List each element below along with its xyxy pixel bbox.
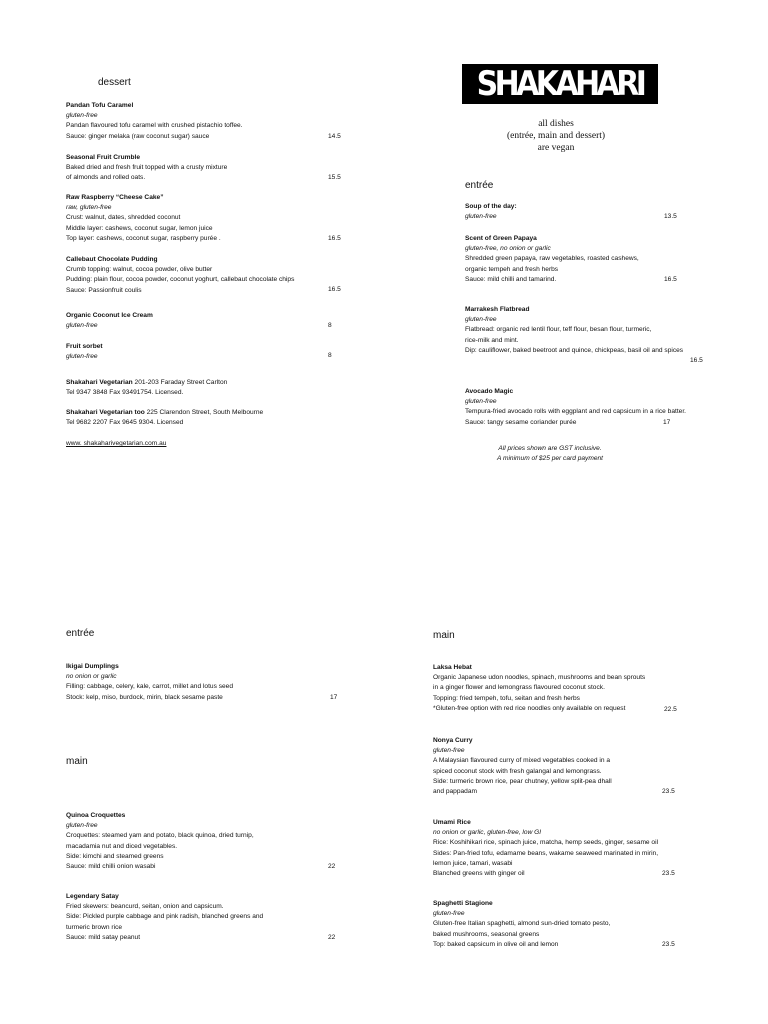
dish-line: Pandan flavoured tofu caramel with crushed pistachio toffee. xyxy=(66,122,243,130)
dish-tag: no onion or garlic xyxy=(66,673,117,681)
dish-price: 16.5 xyxy=(664,276,677,283)
dish-price: 8 xyxy=(328,352,332,359)
dessert-item xyxy=(66,342,103,362)
main-item xyxy=(66,892,263,943)
dish-tag: gluten-free xyxy=(465,398,497,406)
main-heading-right: main xyxy=(433,630,455,641)
dish-tag: no onion or garlic, gluten-free, low GI xyxy=(433,829,542,837)
dish-name: Ikigai Dumplings xyxy=(66,663,119,670)
dish-line: Side: kimchi and steamed greens xyxy=(66,852,164,860)
dish-name: Pandan Tofu Caramel xyxy=(66,102,134,109)
dish-line: Stock: kelp, miso, burdock, mirin, black sesame paste xyxy=(66,693,223,701)
dish-name: Organic Coconut Ice Cream xyxy=(66,312,153,319)
dish-line: Blanched greens with ginger oil xyxy=(433,870,525,878)
dish-price: 22 xyxy=(328,934,336,941)
dish-name: Legendary Satay xyxy=(66,893,119,900)
dish-line: Fried skewers: beancurd, seitan, onion and capsicum. xyxy=(66,903,224,911)
dish-line: Dip: cauliflower, baked beetroot and quince, chickpeas, basil oil and spices xyxy=(465,346,684,354)
logo-text: SHAKAHARI xyxy=(476,64,644,104)
gst-note: All prices shown are GST inclusive. xyxy=(498,445,602,452)
dish-line: Sauce: tangy sesame coriander purée xyxy=(465,418,577,426)
dish-name: Marrakesh Flatbread xyxy=(465,306,530,313)
vegan-tagline xyxy=(470,118,642,154)
dish-line: in a ginger flower and lemongrass flavoured coconut stock. xyxy=(433,684,605,692)
dish-tag: gluten-free xyxy=(66,822,98,830)
dessert-item xyxy=(66,153,227,184)
dish-price: 23.5 xyxy=(662,788,675,795)
dish-price: 8 xyxy=(328,322,332,329)
dish-price: 16.5 xyxy=(690,357,703,364)
dish-tag: gluten-free xyxy=(465,316,497,324)
dessert-item xyxy=(66,193,221,244)
dessert-heading: dessert xyxy=(98,77,131,88)
dish-line: Sauce: Passionfruit coulis xyxy=(66,286,142,294)
dish-price: 14.5 xyxy=(328,133,341,140)
dish-name: Spaghetti Stagione xyxy=(433,900,493,907)
dish-line: spiced coconut stock with fresh galangal and lemongrass. xyxy=(433,767,602,775)
entree-item xyxy=(66,662,233,703)
dish-tag: gluten-free xyxy=(433,910,465,918)
dish-price: 23.5 xyxy=(662,870,675,877)
tagline-line: all dishes xyxy=(538,119,574,129)
entree-item xyxy=(465,305,683,356)
tagline-line: (entrée, main and dessert) xyxy=(506,131,606,141)
dish-name: Seasonal Fruit Crumble xyxy=(66,154,141,161)
dish-price: 17 xyxy=(663,419,671,426)
dish-line: Sauce: ginger melaka (raw coconut sugar) sauce xyxy=(66,132,210,140)
dish-name: Callebaut Chocolate Pudding xyxy=(66,256,158,263)
dish-line: Side: Pickled purple cabbage and pink radish, blanched greens and xyxy=(66,913,264,921)
contact-south-melbourne xyxy=(66,408,263,428)
dish-price: 16.5 xyxy=(328,286,341,293)
dish-line: Side: turmeric brown rice, pear chutney, yellow split-pea dhall xyxy=(433,777,612,785)
dish-line: Middle layer: cashews, coconut sugar, lemon juice xyxy=(66,224,213,232)
contact-carlton xyxy=(66,378,227,398)
dish-line: Gluten-free Italian spaghetti, almond sun-dried tomato pesto, xyxy=(433,920,611,928)
dish-line: Crumb topping: walnut, cocoa powder, olive butter xyxy=(66,266,213,274)
main-item xyxy=(433,899,610,950)
dish-price: 22 xyxy=(328,863,336,870)
tagline-line: are vegan xyxy=(537,143,575,153)
dish-line: Organic Japanese udon noodles, spinach, mushrooms and bean sprouts xyxy=(433,674,646,682)
dish-name: Fruit sorbet xyxy=(66,343,103,350)
dish-name: Quinoa Croquettes xyxy=(66,812,126,819)
dish-line: Top: baked capsicum in olive oil and lemon xyxy=(433,940,559,948)
dish-line: Top layer: cashews, coconut sugar, raspberry purée . xyxy=(66,234,221,242)
dish-line: *Gluten-free option with red rice noodles only available on request xyxy=(433,704,626,712)
dish-line: Topping: fried tempeh, tofu, seitan and fresh herbs xyxy=(433,694,580,702)
contact-line xyxy=(66,408,263,418)
dish-line: Pudding: plain flour, cocoa powder, coconut yoghurt, callebaut chocolate chips xyxy=(66,276,295,284)
dessert-item xyxy=(66,255,294,296)
dish-price: 17 xyxy=(330,694,338,701)
dish-name: Avocado Magic xyxy=(465,388,514,395)
dish-line: Sauce: mild chilli and tamarind. xyxy=(465,275,557,283)
entree-item xyxy=(465,202,517,222)
dish-line: Sauce: mild satay peanut xyxy=(66,933,141,941)
entree-item xyxy=(465,387,686,428)
dish-name: Laksa Hebat xyxy=(433,664,472,671)
main-heading-left: main xyxy=(66,756,88,767)
entree-item xyxy=(465,234,639,285)
dish-price: 23.5 xyxy=(662,941,675,948)
website-link[interactable]: www. shakaharivegetarian.com.au xyxy=(66,440,167,447)
dish-line: lemon juice, tamari, wasabi xyxy=(433,859,513,867)
dish-name: Umami Rice xyxy=(433,819,471,826)
dish-line: baked mushrooms, seasonal greens xyxy=(433,930,540,938)
dish-price: 15.5 xyxy=(328,174,341,181)
contact-line xyxy=(66,378,227,388)
main-item xyxy=(433,736,612,797)
dish-price: 16.5 xyxy=(328,235,341,242)
payment-notes xyxy=(460,444,640,464)
contact-name: Shakahari Vegetarian xyxy=(66,379,133,386)
entree-heading: entrée xyxy=(465,180,494,191)
dish-tag: gluten-free xyxy=(66,322,98,330)
dish-line: macadamia nut and diced vegetables. xyxy=(66,842,178,850)
card-minimum-note: A minimum of $25 per card payment xyxy=(496,455,604,463)
dish-line: Baked dried and fresh fruit topped with a crusty mixture xyxy=(66,164,228,172)
dish-tag: gluten-free xyxy=(465,213,497,221)
dish-tag: raw, gluten-free xyxy=(66,204,112,212)
dish-line: A Malaysian flavoured curry of mixed vegetables cooked in a xyxy=(433,757,611,765)
main-item xyxy=(433,663,645,714)
dish-tag: gluten-free xyxy=(433,747,465,755)
main-item xyxy=(433,818,658,879)
dish-name: Nonya Curry xyxy=(433,737,473,744)
entree-heading-bottom: entrée xyxy=(66,628,95,639)
shakahari-logo xyxy=(462,64,658,104)
dish-tag: gluten-free xyxy=(66,112,98,120)
contact-name: Shakahari Vegetarian too xyxy=(66,409,145,416)
dish-line: rice-milk and mint. xyxy=(465,336,519,344)
main-item xyxy=(66,811,254,872)
dish-line: Shredded green papaya, raw vegetables, roasted cashews, xyxy=(465,255,639,263)
dish-line: organic tempeh and fresh herbs xyxy=(465,265,559,273)
dessert-item xyxy=(66,311,153,331)
dish-name: Scent of Green Papaya xyxy=(465,235,537,242)
contact-address: 201-203 Faraday Street Carlton xyxy=(132,379,228,386)
dish-name: Raw Raspberry “Cheese Cake” xyxy=(66,194,164,201)
dish-line: Sides: Pan-fried tofu, edamame beans, wakame seaweed marinated in mirin, xyxy=(433,849,659,857)
dish-line: turmeric brown rice xyxy=(66,923,123,931)
dish-line: and pappadam xyxy=(433,788,477,796)
dish-line: Crust: walnut, dates, shredded coconut xyxy=(66,214,181,222)
contact-phone: Tel 9682 2207 Fax 9645 9304. Licensed xyxy=(66,419,184,427)
dish-price: 13.5 xyxy=(664,213,677,220)
dish-line: Croquettes: steamed yam and potato, black quinoa, dried turnip, xyxy=(66,832,254,840)
dish-line: Flatbread: organic red lentil flour, teff flour, besan flour, turmeric, xyxy=(465,326,652,334)
dish-tag: gluten-free, no onion or garlic xyxy=(465,245,551,253)
dish-line: Filling: cabbage, celery, kale, carrot, millet and lotus seed xyxy=(66,683,234,691)
contact-phone: Tel 9347 3848 Fax 93491754. Licensed. xyxy=(66,389,184,397)
dish-name: Soup of the day: xyxy=(465,203,517,210)
dish-price: 22.5 xyxy=(664,706,677,713)
dish-tag: gluten-free xyxy=(66,353,98,361)
dish-line: Rice: Koshihikari rice, spinach juice, matcha, hemp seeds, ginger, sesame oil xyxy=(433,839,659,847)
dish-line: of almonds and rolled oats. xyxy=(66,174,146,182)
dish-line: Sauce: mild chilli onion wasabi xyxy=(66,863,156,871)
contact-address: 225 Clarendon Street, South Melbourne xyxy=(144,409,264,416)
dish-line: Tempura-fried avocado rolls with eggplant and red capsicum in a rice batter. xyxy=(465,408,687,416)
dessert-item xyxy=(66,101,243,142)
